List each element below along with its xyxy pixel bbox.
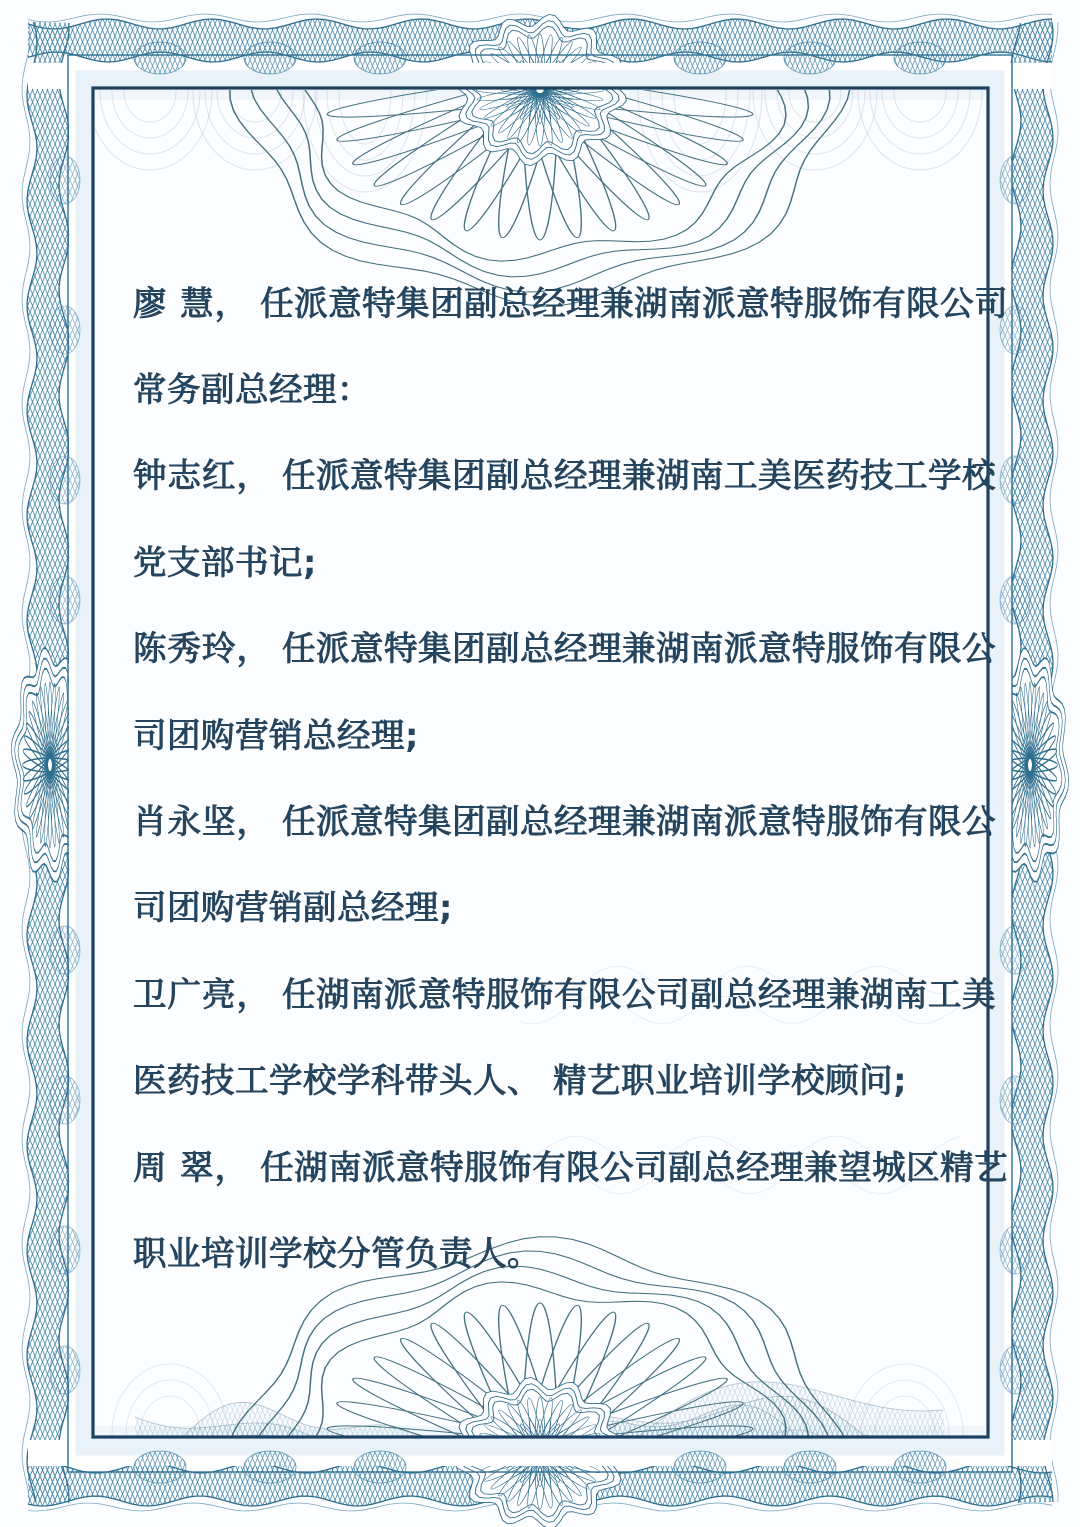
appointment-line bbox=[133, 948, 996, 1034]
appointment-line bbox=[133, 862, 965, 948]
appointment-line bbox=[133, 775, 996, 861]
appointment-text: 司团购营销副总经理; bbox=[133, 888, 453, 928]
appointment-line bbox=[133, 343, 965, 429]
person-name: 廖 慧， bbox=[133, 283, 250, 323]
appointment-paragraph bbox=[133, 948, 996, 1121]
appointment-paragraph bbox=[133, 257, 1009, 430]
appointment-paragraph bbox=[133, 775, 996, 948]
appointment-text: 医药技工学校学科带头人、 精艺职业培训学校顾问; bbox=[133, 1061, 908, 1101]
appointment-text: 党支部书记; bbox=[133, 542, 317, 582]
appointment-text: 任派意特集团副总经理兼湖南派意特服饰有限公司 bbox=[260, 283, 1009, 323]
appointment-line bbox=[133, 603, 996, 689]
appointment-text: 任派意特集团副总经理兼湖南派意特服饰有限公 bbox=[282, 629, 996, 669]
appointment-list bbox=[133, 257, 1009, 1294]
appointment-line bbox=[133, 1121, 1009, 1207]
person-name: 肖永坚， bbox=[133, 802, 271, 842]
appointment-line bbox=[133, 689, 965, 775]
person-name: 钟志红， bbox=[133, 456, 271, 496]
appointment-text: 任湖南派意特服饰有限公司副总经理兼湖南工美 bbox=[282, 974, 996, 1014]
appointment-paragraph bbox=[133, 430, 996, 603]
appointment-text: 任湖南派意特服饰有限公司副总经理兼望城区精艺 bbox=[260, 1147, 1009, 1187]
appointment-text: 职业培训学校分管负责人。 bbox=[133, 1233, 541, 1273]
appointment-line bbox=[133, 1035, 965, 1121]
appointment-paragraph bbox=[133, 1121, 1009, 1294]
person-name: 卫广亮， bbox=[133, 974, 271, 1014]
appointment-text: 司团购营销总经理; bbox=[133, 715, 419, 755]
appointment-line bbox=[133, 430, 996, 516]
appointment-paragraph bbox=[133, 603, 996, 776]
appointment-line bbox=[133, 257, 1009, 343]
person-name: 陈秀玲， bbox=[133, 629, 271, 669]
appointment-line bbox=[133, 1207, 965, 1293]
person-name: 周 翠， bbox=[133, 1147, 250, 1187]
appointment-line bbox=[133, 516, 965, 602]
appointment-text: 任派意特集团副总经理兼湖南派意特服饰有限公 bbox=[282, 802, 996, 842]
appointment-text: 常务副总经理： bbox=[133, 370, 371, 410]
appointment-text: 任派意特集团副总经理兼湖南工美医药技工学校 bbox=[282, 456, 996, 496]
